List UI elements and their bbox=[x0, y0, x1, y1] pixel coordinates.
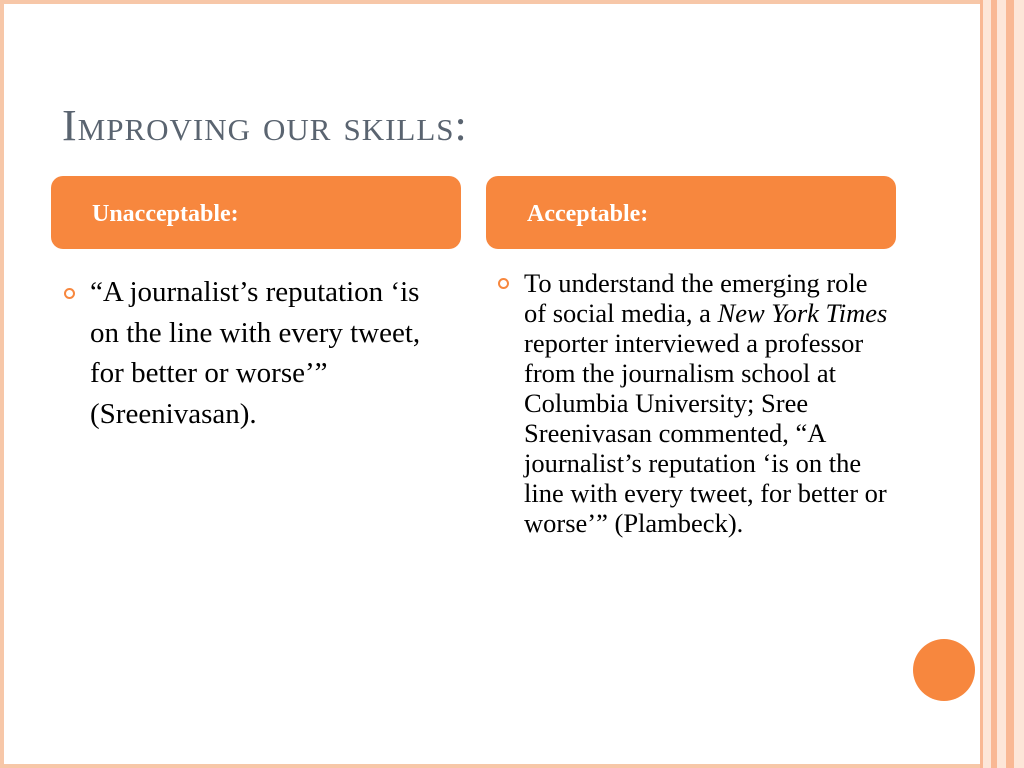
bullet-circle-icon bbox=[64, 288, 75, 299]
frame-bottom-border bbox=[0, 764, 980, 768]
bullet-circle-icon bbox=[498, 278, 509, 289]
unacceptable-bullet-text: “A journalist’s reputation ‘is on the line with every tweet, for better or worse’” (Sreenivasan). bbox=[90, 276, 421, 430]
acceptable-header-label: Acceptable: bbox=[527, 201, 649, 227]
unacceptable-header-label: Unacceptable: bbox=[92, 201, 239, 227]
stripe bbox=[1014, 0, 1024, 768]
acceptable-header bbox=[486, 176, 896, 249]
stripe bbox=[1006, 0, 1014, 768]
decorative-circle bbox=[913, 639, 975, 701]
unacceptable-header bbox=[51, 176, 461, 249]
frame-top-border bbox=[0, 0, 980, 4]
unacceptable-bullet bbox=[64, 272, 444, 434]
acceptable-bullet-text bbox=[524, 268, 888, 538]
acceptable-text-before: To understand the emerging role of social media, a bbox=[524, 268, 868, 328]
slide-title: Improving our skills: bbox=[62, 101, 468, 150]
acceptable-bullet bbox=[498, 268, 898, 538]
stripe bbox=[983, 0, 991, 768]
publication-name: New York Times bbox=[717, 298, 888, 328]
stripe bbox=[997, 0, 1006, 768]
decorative-stripes bbox=[980, 0, 1024, 768]
acceptable-text-after: reporter interviewed a professor from the journalism school at Columbia University; Sree Sreenivasan commented, “A journalist’s reputation ‘is on the line with every tweet, for better or worse’” (Plambeck). bbox=[524, 328, 887, 538]
frame-left-border bbox=[0, 0, 4, 768]
